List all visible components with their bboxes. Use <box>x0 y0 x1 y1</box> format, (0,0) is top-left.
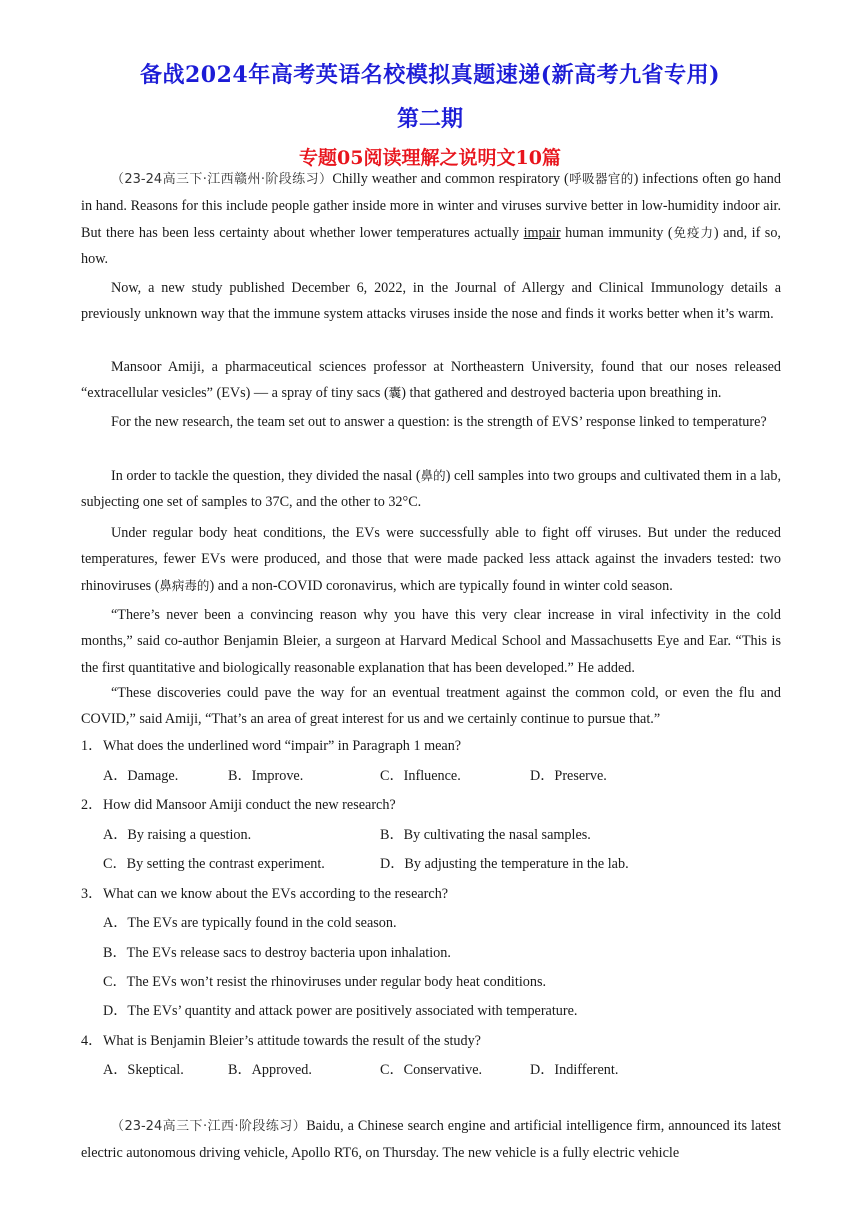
passage1-paragraph-5: In order to tackle the question, they divided the nasal (鼻的) cell samples into two groups and cultivated them in a lab, subjecting one set of samples to 37C, and the other to 32°C. <box>81 468 781 511</box>
question-3: 3．What can we know about the EVs according to the research? <box>81 886 449 902</box>
document-title: 备战2024年高考英语名校模拟真题速递(新高考九省专用) <box>139 62 721 88</box>
passage1-paragraph-8: “These discoveries could pave the way for an eventual treatment against the common cold, or even the flu and COVID,” said Amiji, “That’s an area of great interest for us and we certainly continue to pursue that.” <box>81 685 781 728</box>
option-a: A．By raising a question. <box>103 827 252 843</box>
option-a: A．Skeptical. <box>103 1062 184 1078</box>
option-d: D．Preserve. <box>530 768 607 784</box>
passage1-paragraph-4: For the new research, the team set out to answer a question: is the strength of EVS’ response linked to temperature? <box>111 414 767 430</box>
topic-title: 专题05阅读理解之说明文10篇 <box>299 147 561 169</box>
question-4: 4．What is Benjamin Bleier’s attitude towards the result of the study? <box>81 1033 481 1049</box>
source-label: （23-24高三下·江西赣州·阶段练习） <box>111 172 333 187</box>
option-c: C．By setting the contrast experiment. <box>103 856 325 872</box>
document-page: 备战2024年高考英语名校模拟真题速递(新高考九省专用) 第二期 专题05阅读理解之说明文10篇 （23-24高三下·江西赣州·阶段练习）Chilly weather and common respiratory (呼吸器官的) infections often go hand in hand. Reasons for this include people gather inside more in winter and viruses survive better in low-humidity indoor air. But there has been less certainty about whether lower temperatures actually impair human immunity (免疫力) and, if so, how. Now, a new study published December 6, 2022, in the Journal of Allergy and Clinical Immunology details a previously unknown way that the immune system attacks viruses inside the nose and finds it works better when it’s warm. Mansoor Amiji, a pharmaceutical sciences professor at Northeastern University, found that our noses released “extracellular vesicles” (EVs) — a spray of tiny sacs (囊) that gathered and destroyed bacteria upon breathing in. For the new research, the team set out to answer a question: is the strength of EVS’ response linked to temperature? In order to tackle the question, they divided the nasal (鼻的) cell samples into two groups and cultivated them in a lab, subjecting one set of samples to 37C, and the other to 32°C. Under regular body heat conditions, the EVs were successfully able to fight off viruses. But under the reduced temperatures, fewer EVs were produced, and those that were made packed less attack against the invaders tested: two rhinoviruses (鼻病毒的) and a non-COVID coronavirus, which are typically found in winter cold season. “There’s never been a convincing reason why you have this very clear increase in viral infectivity in the cold months,” said co-author Benjamin Bleier, a surgeon at Harvard Medical School and Massachusetts Eye and Ear. “This is the first quantitative and biologically reasonable explanation that has been developed.” He added. “These discoveries could pave the way for an eventual treatment against the common cold, or even the flu and COVID,” said Amiji, “That’s an area of great interest for us and we certainly continue to pursue that.” 1．What does the underlined word “impair” in Paragraph 1 mean? A．Damage. B．Improve. C．Influence. D．Preserve. 2．How did Mansoor Amiji conduct the new research? A．By raising a question. B．By cultivating the nasal samples. C．By setting the contrast experiment. D．By adjusting the temperature in the lab. 3．What can we know about the EVs according to the research? A．The EVs are typically found in the cold season. B．The EVs release sacs to destroy bacteria upon inhalation. C．The EVs won’t resist the rhinoviruses under regular body heat conditions. D．The EVs’ quantity and attack power are positively associated with temperature. 4．What is Benjamin Bleier’s attitude towards the result of the study? A．Skeptical. B．Approved. C．Conservative. D．Indifferent. （23-24高三下·江西·阶段练习）Baidu, a Chinese search engine and artificial intelligence firm, announced its latest electric autonomous driving vehicle, Apollo RT6, on Thursday. The new vehicle is a fully electric vehicle <box>0 0 860 1217</box>
passage1-paragraph-7: “There’s never been a convincing reason why you have this very clear increase in viral infectivity in the cold months,” said co-author Benjamin Bleier, a surgeon at Harvard Medical School and Massachusetts Eye and Ear. “This is the first quantitative and biologically reasonable explanation that has been developed.” He added. <box>81 607 781 676</box>
underlined-word: impair <box>523 224 561 241</box>
passage1-paragraph-2: Now, a new study published December 6, 2022, in the Journal of Allergy and Clinical Immunology details a previously unknown way that the immune system attacks viruses inside the nose and finds it works better when it’s warm. <box>81 280 781 323</box>
option-b: B．By cultivating the nasal samples. <box>380 827 591 843</box>
option-d: D．By adjusting the temperature in the lab. <box>380 856 629 872</box>
question-1: 1．What does the underlined word “impair” in Paragraph 1 mean? <box>81 738 462 754</box>
passage1-paragraph-1: （23-24高三下·江西赣州·阶段练习）Chilly weather and common respiratory (呼吸器官的) infections often go hand in hand. Reasons for this include people gather inside more in winter and viruses survive better in low-humidity indoor air. But there has been less certainty about whether lower temperatures actually impair human immunity (免疫力) and, if so, how. <box>81 171 781 268</box>
option-c: C．Influence. <box>380 768 461 784</box>
option-b: B．Approved. <box>228 1062 312 1078</box>
passage1-paragraph-6: Under regular body heat conditions, the EVs were successfully able to fight off viruses. But under the reduced temperatures, fewer EVs were produced, and those that were made packed less attack against the invaders tested: two rhinoviruses (鼻病毒的) and a non-COVID coronavirus, which are typically found in winter cold season. <box>81 525 781 594</box>
source-label: （23-24高三下·江西·阶段练习） <box>111 1119 307 1134</box>
question-2: 2．How did Mansoor Amiji conduct the new research? <box>81 797 396 813</box>
option-b: B．Improve. <box>228 768 304 784</box>
issue-title: 第二期 <box>396 106 463 132</box>
option-a: A．Damage. <box>103 768 179 784</box>
passage2-paragraph-1: （23-24高三下·江西·阶段练习）Baidu, a Chinese search engine and artificial intelligence firm, announced its latest electric autonomous driving vehicle, Apollo RT6, on Thursday. The new vehicle is a fully electric vehicle <box>81 1118 781 1162</box>
passage1-paragraph-3: Mansoor Amiji, a pharmaceutical sciences professor at Northeastern University, found that our noses released “extracellular vesicles” (EVs) — a spray of tiny sacs (囊) that gathered and destroyed bacteria upon breathing in. <box>81 359 781 402</box>
option-d: D．Indifferent. <box>530 1062 619 1078</box>
option-c: C．Conservative. <box>380 1062 483 1078</box>
